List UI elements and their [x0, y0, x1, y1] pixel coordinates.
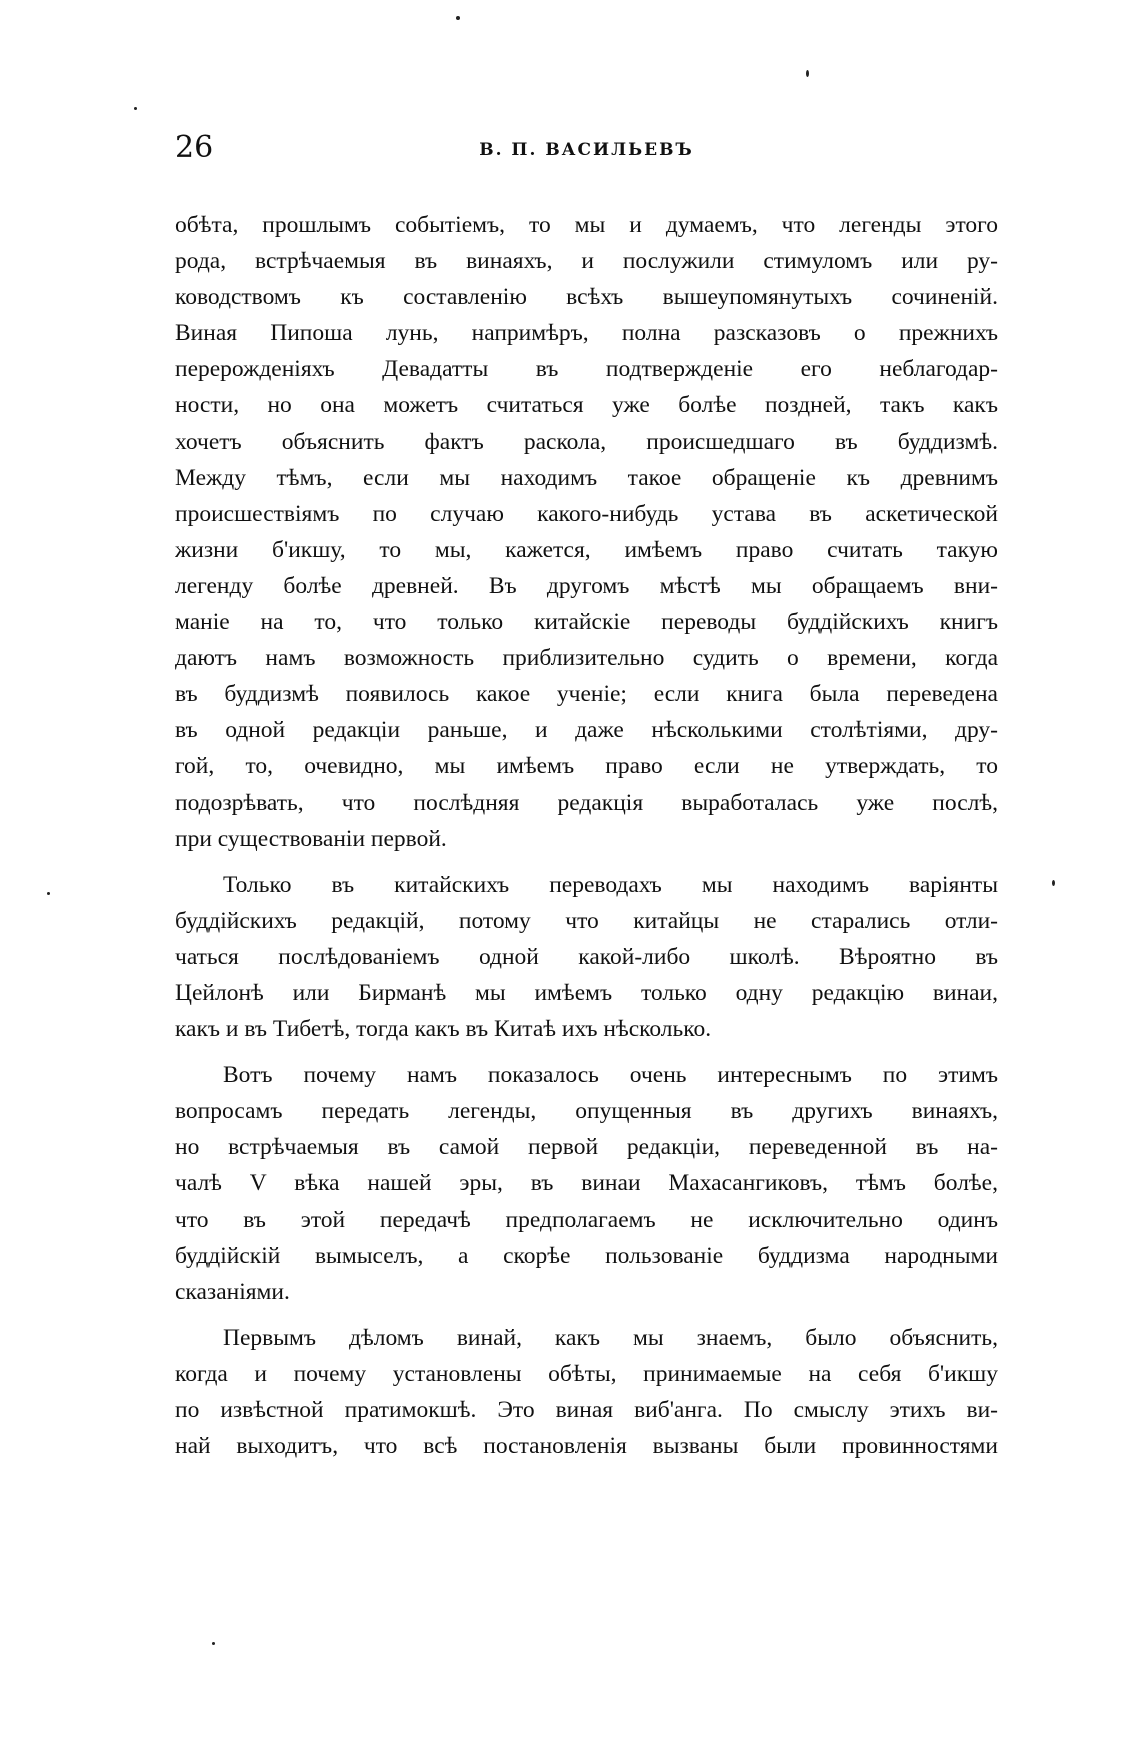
text-line: хочетъ объяснить фактъ раскола, происшедшаго въ буддизмѣ.: [175, 428, 998, 455]
text-line: Вотъ почему намъ показалось очень интереснымъ по этимъ: [223, 1062, 998, 1089]
text-line: сказаніями.: [175, 1278, 290, 1305]
paragraph-gap: [175, 1310, 998, 1320]
text-line: перерожденіяхъ Девадатты въ подтвержденіе его неблагодар-: [175, 356, 998, 383]
text-line: Между тѣмъ, если мы находимъ такое обращеніе къ древнимъ: [175, 464, 998, 491]
text-line: Виная Пипоша лунь, напримѣръ, полна разсказовъ о прежнихъ: [175, 320, 998, 347]
text-line: чаться послѣдованіемъ одной какой-либо школѣ. Вѣроятно въ: [175, 943, 998, 970]
text-line: обѣта, прошлымъ событіемъ, то мы и думаемъ, что легенды этого: [175, 212, 998, 238]
paragraph: [175, 1320, 998, 1464]
text-line: подозрѣвать, что послѣдняя редакція выработалась уже послѣ,: [175, 789, 998, 816]
text-line: жизни б'икшу, то мы, кажется, имѣемъ право считать такую: [175, 536, 998, 563]
text-line: въ буддизмѣ появилось какое ученіе; если книга была переведена: [175, 681, 998, 708]
text-line: происшествіямъ по случаю какого-нибудь устава въ аскетической: [175, 500, 998, 527]
text-line: най выходитъ, что всѣ постановленія вызваны были провинностями: [175, 1433, 998, 1460]
text-line: когда и почему установлены обѣты, принимаемые на себя б'икшу: [175, 1360, 998, 1387]
text-line: вопросамъ передать легенды, опущенныя въ другихъ винаяхъ,: [175, 1098, 998, 1125]
text-line: рода, встрѣчаемыя въ винаяхъ, и послужили стимуломъ или ру-: [175, 248, 998, 275]
scan-speck: [134, 107, 137, 110]
text-line: какъ и въ Тибетѣ, тогда какъ въ Китаѣ ихъ нѣсколько.: [175, 1016, 712, 1043]
text-line: Первымъ дѣломъ винай, какъ мы знаемъ, было объяснить,: [223, 1324, 998, 1351]
text-line: Цейлонѣ или Бирманѣ мы имѣемъ только одну редакцію винаи,: [175, 979, 998, 1006]
text-line: гой, то, очевидно, мы имѣемъ право если не утверждать, то: [175, 753, 998, 780]
body-text: [175, 207, 998, 1464]
paragraph-gap: [175, 857, 998, 867]
text-line: при существованіи первой.: [175, 825, 447, 852]
text-line: по извѣстной пратимокшѣ. Это виная виб'анга. По смыслу этихъ ви-: [175, 1397, 998, 1423]
page-number: 26: [175, 130, 214, 165]
scan-speck: [212, 1642, 215, 1645]
text-line: Только въ китайскихъ переводахъ мы находимъ варіянты: [223, 871, 998, 898]
paragraph-gap: [175, 1047, 998, 1057]
scan-speck: [456, 16, 460, 20]
text-line: маніе на то, что только китайскіе переводы буддійскихъ книгъ: [175, 609, 998, 636]
text-line: буддійскій вымыселъ, а скорѣе пользованіе буддизма народными: [175, 1242, 998, 1269]
scan-speck: [47, 892, 50, 895]
text-line: легенду болѣе древней. Въ другомъ мѣстѣ мы обращаемъ вни-: [175, 572, 998, 599]
running-title: В. П. ВАСИЛЬЕВЪ: [479, 140, 694, 160]
text-line: что въ этой передачѣ предполагаемъ не исключительно одинъ: [175, 1206, 998, 1233]
paragraph: [175, 867, 998, 1047]
text-line: буддійскихъ редакцій, потому что китайцы не старались отли-: [175, 907, 998, 934]
paragraph: [175, 207, 998, 857]
page-header: [175, 130, 998, 170]
text-line: даютъ намъ возможность приблизительно судить о времени, когда: [175, 645, 998, 672]
text-line: ности, но она можетъ считаться уже болѣе поздней, такъ какъ: [175, 392, 998, 419]
scan-speck: [1052, 880, 1055, 886]
text-line: но встрѣчаемыя въ самой первой редакціи, переведенной въ на-: [175, 1134, 998, 1161]
text-line: ководствомъ къ составленію всѣхъ вышеупомянутыхъ сочиненій.: [175, 284, 998, 311]
text-line: чалѣ V вѣка нашей эры, въ винаи Махасангиковъ, тѣмъ болѣе,: [175, 1170, 998, 1197]
paragraph: [175, 1057, 998, 1310]
text-line: въ одной редакціи раньше, и даже нѣсколькими столѣтіями, дру-: [175, 717, 998, 744]
scan-speck: [806, 70, 809, 77]
